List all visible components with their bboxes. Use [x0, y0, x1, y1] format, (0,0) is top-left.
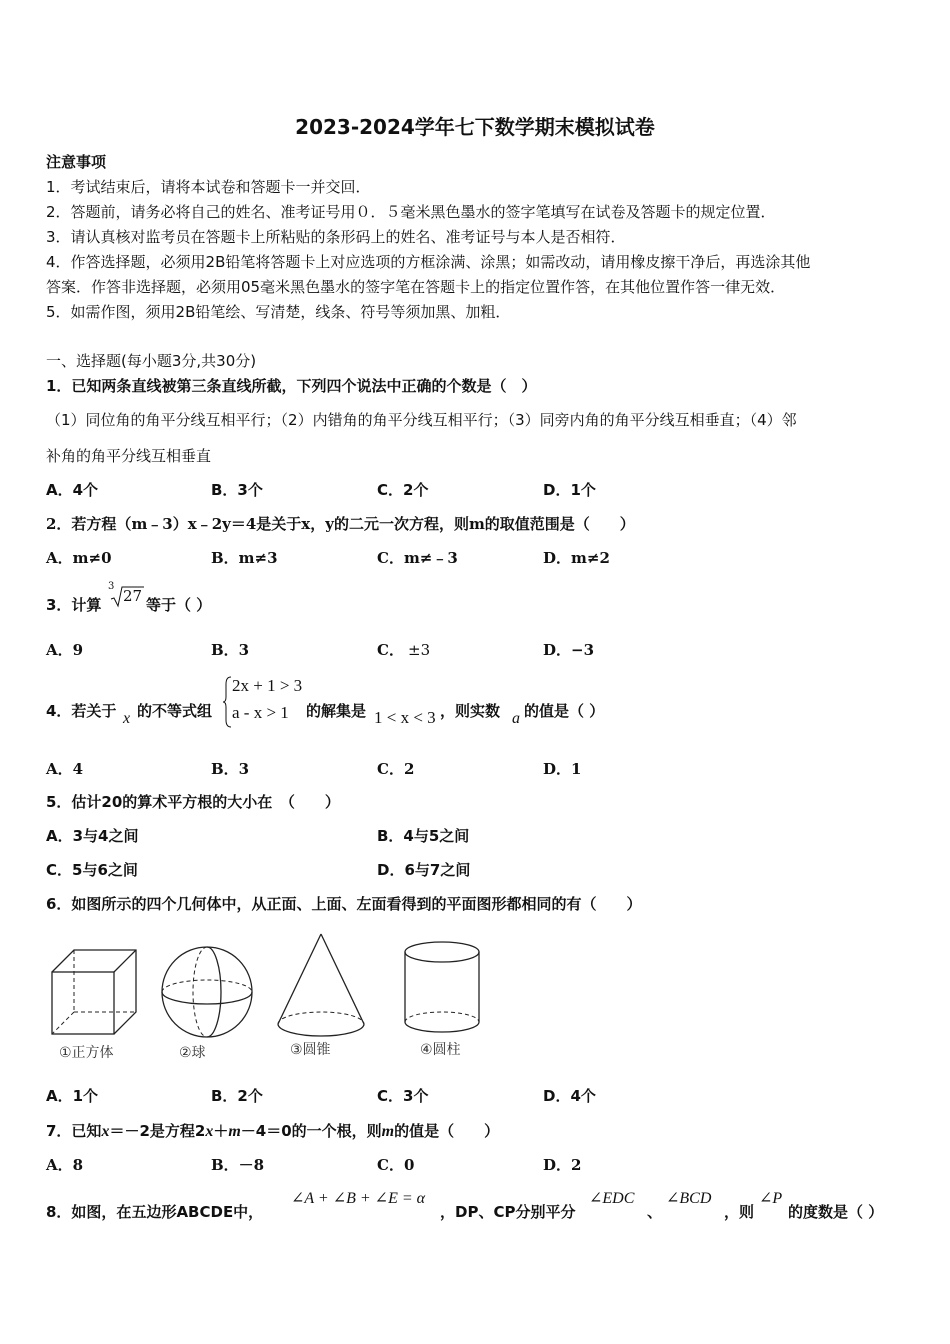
option-d: D．−3 — [543, 641, 595, 659]
q7-plus: ＋ — [213, 1122, 229, 1140]
option-a: A．1个 — [46, 1087, 99, 1105]
root-value: 27 — [123, 587, 143, 605]
question-stem-pre: 4．若关于 — [46, 702, 117, 720]
option-b: B．3 — [211, 760, 250, 778]
option-b: B．m≠3 — [211, 549, 278, 567]
notice-item: 5．如需作图，须用2B铅笔绘、写清楚，线条、符号等须加黑、加粗． — [46, 303, 511, 321]
question-text: 补角的角平分线互相垂直 — [46, 447, 212, 465]
solids-figure — [44, 930, 486, 1070]
angle-p: ∠P — [759, 1190, 783, 1207]
q7-var-m: m — [228, 1123, 241, 1140]
option-c-value: ±3 — [408, 641, 431, 659]
variable-a: a — [512, 710, 520, 727]
q7-mid: ＝－2是方程2 — [109, 1122, 206, 1140]
option-a: A．m≠0 — [46, 549, 112, 567]
option-d: D．1个 — [543, 481, 596, 499]
q7-var-x: x — [101, 1123, 110, 1140]
q7-var-x2: x — [205, 1123, 214, 1140]
figure-label-cube: ①正方体 — [59, 1045, 114, 1061]
figure-label-sphere: ②球 — [179, 1045, 206, 1061]
section-heading: 一、选择题(每小题3分,共30分) — [46, 352, 257, 370]
cube-root-expression — [108, 581, 144, 608]
question-stem — [46, 1121, 499, 1142]
notice-item: 2．答题前，请务必将自己的姓名、准考证号用０．５毫米黑色墨水的签字笔填写在试卷及答题卡的规定位置． — [46, 203, 776, 221]
question-stem-mid: 的不等式组 — [137, 702, 213, 720]
option-b: B．－8 — [211, 1156, 265, 1174]
option-b: B．3个 — [211, 481, 263, 499]
option-a: A．3与4之间 — [46, 827, 139, 845]
question-stem-post: 等于（ ） — [146, 596, 212, 614]
q7-pre: 7．已知 — [46, 1122, 102, 1140]
root-index: 3 — [108, 581, 115, 592]
question-stem-pre: 8．如图，在五边形ABCDE中， — [46, 1203, 264, 1221]
option-c: C．3个 — [377, 1087, 429, 1105]
option-c: C．2个 — [377, 481, 429, 499]
option-a: A．4 — [46, 760, 84, 778]
question-stem: 6．如图所示的四个几何体中，从正面、上面、左面看得到的平面图形都相同的有（ ） — [46, 895, 642, 913]
question-stem-mid3: ，则实数 — [440, 702, 501, 720]
option-d: D．1 — [543, 760, 582, 778]
question-stem-pre: 3．计算 — [46, 596, 102, 614]
notice-heading: 注意事项 — [46, 153, 107, 171]
option-c: C．0 — [377, 1156, 415, 1174]
question-stem-post: 的值是（ ） — [524, 702, 605, 720]
figure-label-cylinder: ④圆柱 — [420, 1042, 461, 1058]
option-d: D．m≠2 — [543, 549, 610, 567]
cube-shape — [52, 950, 136, 1034]
question-stem-post: 的度数是（ ） — [788, 1203, 884, 1221]
q7-end: 的值是（ ） — [394, 1122, 500, 1140]
option-d: D．4个 — [543, 1087, 596, 1105]
q7-var-m2: m — [381, 1123, 395, 1140]
option-c: C．m≠﹣3 — [377, 549, 458, 567]
option-b: B．4与5之间 — [377, 827, 470, 845]
question-stem: 5．估计20的算术平方根的大小在 （ ） — [46, 793, 340, 811]
q7-rest: －4＝0的一个根，则 — [240, 1122, 382, 1140]
option-d: D．2 — [543, 1156, 582, 1174]
question-text: （1）同位角的角平分线互相平行；（2）内错角的角平分线互相平行；（3）同旁内角的角平分线互相垂直；（4）邻 — [46, 411, 797, 429]
option-b: B．2个 — [211, 1087, 263, 1105]
question-stem-mid2: ，则 — [724, 1203, 755, 1221]
figure-label-cone: ③圆锥 — [290, 1042, 331, 1058]
separator: 、 — [647, 1203, 663, 1221]
inequality-2: a - x > 1 — [232, 703, 289, 722]
question-stem-mid: ，DP、CP分别平分 — [440, 1203, 576, 1221]
sphere-shape — [162, 947, 252, 1037]
option-c: C．2 — [377, 760, 415, 778]
cylinder-shape — [405, 942, 479, 1032]
option-a: A．9 — [46, 641, 84, 659]
question-stem-mid2: 的解集是 — [306, 702, 367, 720]
system-brace — [222, 676, 232, 728]
page-title: 2023-2024学年七下数学期末模拟试卷 — [295, 115, 655, 139]
question-stem: 2．若方程（m﹣3）x﹣2y＝4是关于x，y的二元一次方程，则m的取值范围是（ ） — [46, 515, 635, 533]
inequality-1: 2x + 1 > 3 — [232, 676, 303, 695]
notice-item: 4．作答选择题，必须用2B铅笔将答题卡上对应选项的方框涂满、涂黑；如需改动，请用橡皮擦干净后，再选涂其他 — [46, 253, 811, 271]
notice-item: 3．请认真核对监考员在答题卡上所粘贴的条形码上的姓名、准考证号与本人是否相符． — [46, 228, 626, 246]
cone-shape — [278, 934, 364, 1036]
option-a: A．4个 — [46, 481, 99, 499]
notice-item: 答案．作答非选择题，必须用05毫米黑色墨水的签字笔在答题卡上的指定位置作答，在其他位置作答一律无效． — [46, 278, 786, 296]
question-stem: 1．已知两条直线被第三条直线所截，下列四个说法中正确的个数是（ ） — [46, 377, 537, 395]
option-b: B．3 — [211, 641, 250, 659]
angle-bcd: ∠BCD — [666, 1190, 712, 1207]
variable-x: x — [123, 710, 131, 727]
option-c: C． — [377, 641, 404, 659]
angle-edc: ∠EDC — [589, 1190, 635, 1207]
option-c: C．5与6之间 — [46, 861, 138, 879]
angle-sum-expression: ∠A + ∠B + ∠E = α — [291, 1190, 426, 1207]
solution-set: 1 < x < 3 — [374, 708, 436, 727]
option-d: D．6与7之间 — [377, 861, 471, 879]
option-a: A．8 — [46, 1156, 84, 1174]
notice-item: 1．考试结束后，请将本试卷和答题卡一并交回． — [46, 178, 371, 196]
